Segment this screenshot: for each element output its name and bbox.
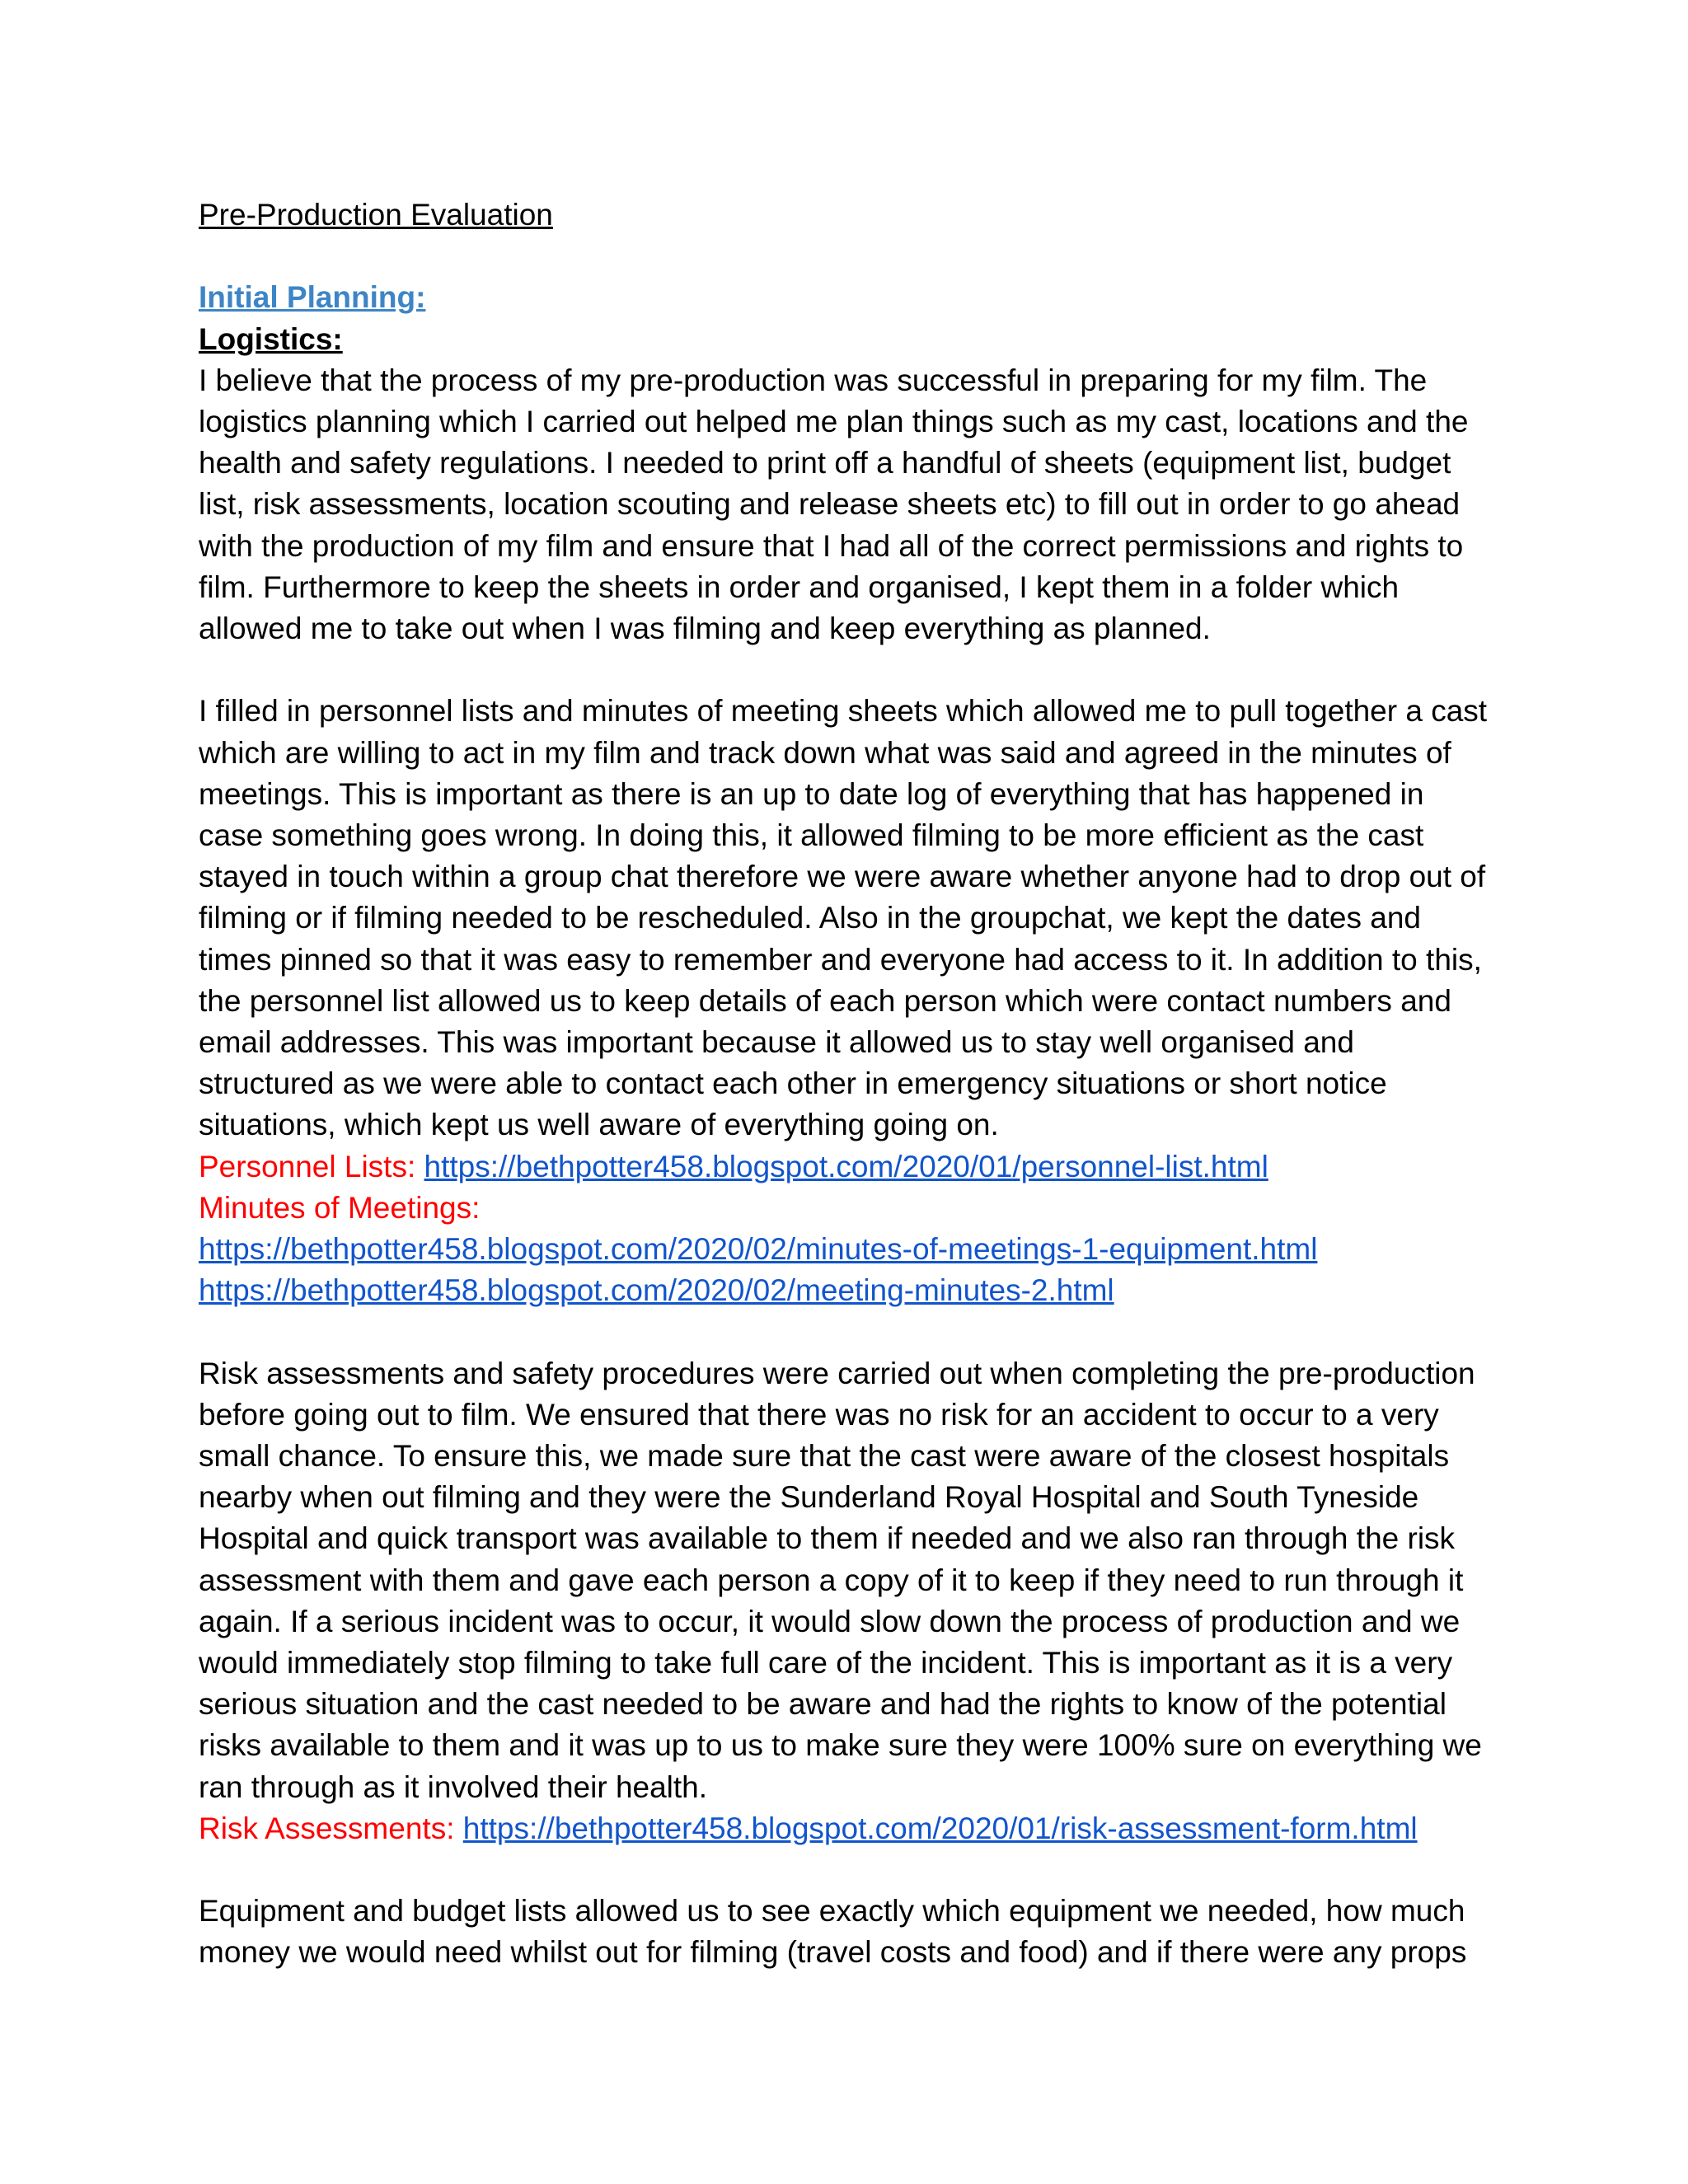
paragraph-line: health and safety regulations. I needed to print off a handful of sheets (equipment list, budget (199, 446, 1451, 480)
document-title: Pre-Production Evaluation (199, 198, 553, 232)
paragraph-line: the personnel list allowed us to keep details of each person which were contact numbers and (199, 983, 1451, 1018)
paragraph-line: list, risk assessments, location scouting and release sheets etc) to fill out in order to go ahead (199, 487, 1461, 522)
minutes-link-line (199, 1270, 1517, 1311)
paragraph-line: stayed in touch within a group chat therefore we were aware whether anyone had to drop out of (199, 860, 1486, 894)
blank-line (199, 1849, 1517, 1891)
minutes-of-meetings-1-link[interactable]: https://bethpotter458.blogspot.com/2020/02/minutes-of-meetings-1-equipment.html (199, 1232, 1318, 1267)
paragraph-line: would immediately stop filming to take full care of the incident. This is important as it is a very (199, 1646, 1453, 1680)
paragraph-line: risks available to them and it was up to us to make sure they were 100% sure on everything we (199, 1728, 1482, 1763)
paragraph-line: which are willing to act in my film and track down what was said and agreed in the minutes of (199, 735, 1451, 770)
risk-assessment-form-link[interactable]: https://bethpotter458.blogspot.com/2020/01/risk-assessment-form.html (462, 1811, 1418, 1845)
paragraph-line: email addresses. This was important because it allowed us to stay well organised and (199, 1025, 1354, 1060)
paragraph-line: ran through as it involved their health. (199, 1769, 708, 1804)
sub-heading-logistics: Logistics: (199, 321, 343, 356)
blank-line (199, 649, 1517, 691)
section-heading-initial-planning: Initial Planning: (199, 280, 426, 315)
minutes-of-meetings-label: Minutes of Meetings: (199, 1190, 481, 1225)
paragraph-line: times pinned so that it was easy to remember and everyone had access to it. In addition to this, (199, 942, 1482, 977)
blank-line (199, 1311, 1517, 1352)
paragraph-line: before going out to film. We ensured that there was no risk for an accident to occur to a very (199, 1397, 1439, 1432)
paragraph-line: film. Furthermore to keep the sheets in order and organised, I kept them in a folder which (199, 569, 1400, 604)
paragraph-line: assessment with them and gave each person a copy of it to keep if they need to run through it (199, 1563, 1464, 1597)
paragraph-line: with the production of my film and ensure that I had all of the correct permissions and rights to (199, 528, 1464, 563)
paragraph-line: structured as we were able to contact each other in emergency situations or short notice (199, 1066, 1387, 1101)
paragraph-line: serious situation and the cast needed to be aware and had the rights to know of the potential (199, 1687, 1447, 1722)
paragraph-line: Risk assessments and safety procedures were carried out when completing the pre-production (199, 1356, 1475, 1390)
paragraph-personnel-lists (199, 691, 1517, 1146)
paragraph-line: money we would need whilst out for filming (travel costs and food) and if there were any props (199, 1935, 1467, 1970)
paragraph-line: logistics planning which I carried out helped me plan things such as my cast, locations and the (199, 405, 1469, 438)
risk-assessments-reference (199, 1808, 1517, 1849)
paragraph-line: small chance. To ensure this, we made sure that the cast were aware of the closest hospitals (199, 1439, 1450, 1474)
meeting-minutes-2-link[interactable]: https://bethpotter458.blogspot.com/2020/02/meeting-minutes-2.html (199, 1273, 1114, 1308)
personnel-list-link[interactable]: https://bethpotter458.blogspot.com/2020/01/personnel-list.html (424, 1149, 1268, 1183)
paragraph-line: again. If a serious incident was to occur, it would slow down the process of production and we (199, 1604, 1461, 1638)
paragraph-line: nearby when out filming and they were the Sunderland Royal Hospital and South Tyneside (199, 1480, 1419, 1515)
paragraph-line: case something goes wrong. In doing this, it allowed filming to be more efficient as the cast (199, 818, 1424, 853)
paragraph-line: meetings. This is important as there is an up to date log of everything that has happened in (199, 776, 1424, 811)
minutes-link-line (199, 1229, 1517, 1270)
paragraph-line: allowed me to take out when I was filming and keep everything as planned. (199, 612, 1211, 646)
paragraph-logistics-planning (199, 360, 1517, 649)
blank-line (199, 236, 1517, 277)
risk-assessments-label: Risk Assessments: (199, 1811, 455, 1845)
paragraph-line: situations, which kept us well aware of everything going on. (199, 1108, 999, 1142)
paragraph-line: Hospital and quick transport was available to them if needed and we also ran through the risk (199, 1521, 1456, 1556)
personnel-lists-label: Personnel Lists: (199, 1149, 416, 1183)
paragraph-line: I filled in personnel lists and minutes of meeting sheets which allowed me to pull together a cast (199, 694, 1488, 729)
personnel-lists-reference (199, 1146, 1517, 1188)
document-page (199, 194, 1517, 1974)
paragraph-line: filming or if filming needed to be rescheduled. Also in the groupchat, we kept the dates and (199, 901, 1421, 935)
paragraph-line: I believe that the process of my pre-production was successful in preparing for my film. The (199, 363, 1428, 397)
paragraph-risk-assessments (199, 1353, 1517, 1808)
paragraph-line: Equipment and budget lists allowed us to see exactly which equipment we needed, how much (199, 1894, 1465, 1929)
paragraph-equipment-budget (199, 1891, 1517, 1973)
